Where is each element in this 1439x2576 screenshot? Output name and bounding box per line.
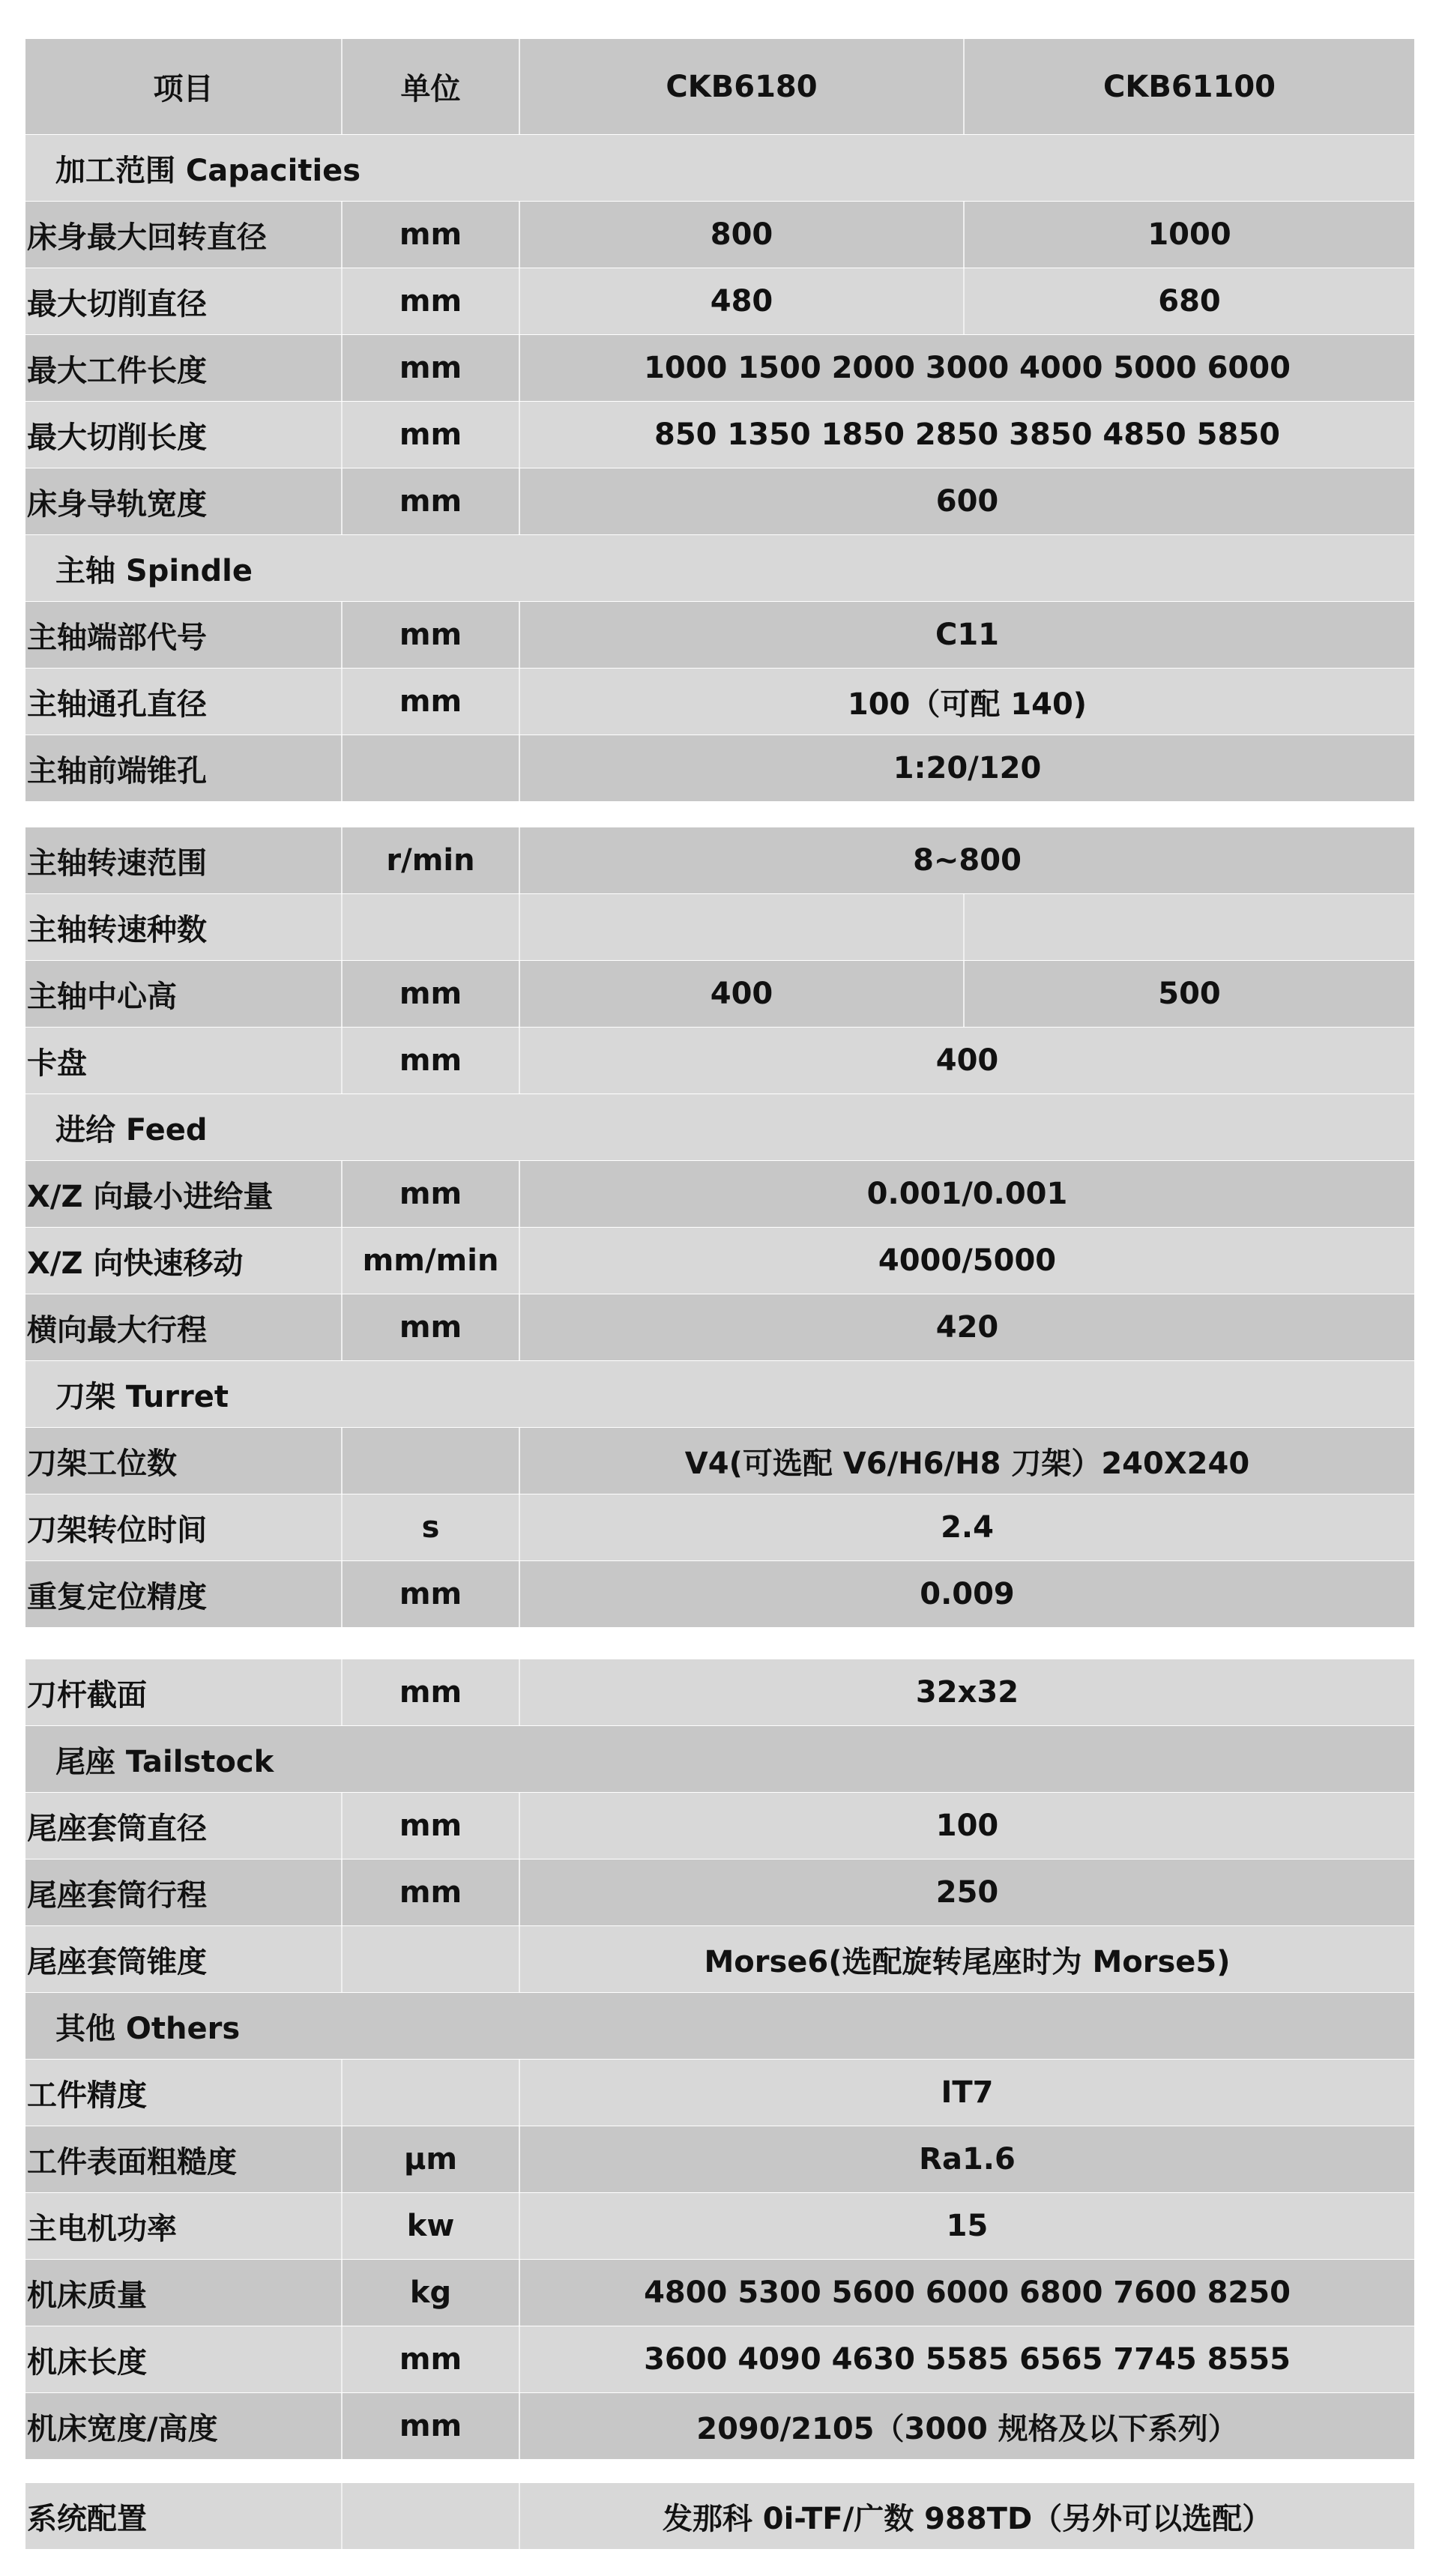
row-value: 420 — [935, 1310, 999, 1345]
row-value: 2.4 — [941, 1510, 994, 1545]
row-label: 主轴转速种数 — [25, 894, 343, 960]
row-value-2 — [965, 894, 1414, 960]
row-label: 机床宽度/高度 — [25, 2393, 343, 2459]
row-value-1 — [520, 894, 965, 960]
table-row — [25, 2126, 1414, 2193]
row-value: 600 — [935, 484, 999, 519]
row-value: Ra1.6 — [919, 2142, 1016, 2177]
header-model-1: CKB6180 — [520, 39, 965, 134]
row-label: 刀杆截面 — [25, 1659, 343, 1725]
row-label: X/Z 向最小进给量 — [25, 1161, 343, 1227]
row-value: 1:20/120 — [893, 751, 1042, 785]
row-unit: mm — [343, 1659, 520, 1725]
row-unit — [343, 2060, 520, 2126]
section-turret — [25, 1361, 1414, 1428]
table-row — [25, 2483, 1414, 2550]
row-unit: mm — [343, 1859, 520, 1925]
row-unit: mm — [343, 468, 520, 534]
row-value: 2090/2105（3000 规格及以下系列） — [696, 2411, 1238, 2446]
row-value: 4000/5000 — [878, 1243, 1057, 1278]
row-unit — [343, 894, 520, 960]
row-label: 刀架工位数 — [25, 1428, 343, 1494]
row-label: 系统配置 — [25, 2483, 343, 2549]
row-value-1: 480 — [520, 268, 965, 334]
row-value: 850 1350 1850 2850 3850 4850 5850 — [654, 417, 1281, 452]
table-row — [25, 2060, 1414, 2126]
table-row — [25, 402, 1414, 468]
row-unit: mm — [343, 1294, 520, 1360]
row-unit: kg — [343, 2260, 520, 2326]
table-row — [25, 1659, 1414, 1726]
row-value: 0.009 — [920, 1577, 1015, 1611]
table-row — [25, 335, 1414, 402]
section-title: 加工范围 Capacities — [55, 153, 361, 188]
section-others — [25, 1993, 1414, 2060]
row-label: 最大切削直径 — [25, 268, 343, 334]
row-unit: mm — [343, 2393, 520, 2459]
row-value: 3600 4090 4630 5585 6565 7745 8555 — [644, 2342, 1291, 2377]
row-label: 机床长度 — [25, 2326, 343, 2392]
table-row — [25, 2326, 1414, 2393]
row-label: 床身最大回转直径 — [25, 202, 343, 268]
table-row — [25, 2260, 1414, 2326]
row-label: 主轴通孔直径 — [25, 669, 343, 735]
row-unit: mm — [343, 335, 520, 401]
row-label: 床身导轨宽度 — [25, 468, 343, 534]
table-row — [25, 894, 1414, 961]
table-row — [25, 735, 1414, 802]
table-row — [25, 1161, 1414, 1228]
table-row — [25, 1228, 1414, 1294]
row-unit: mm — [343, 602, 520, 668]
row-unit — [343, 2483, 520, 2549]
row-unit: μm — [343, 2126, 520, 2192]
section-capacities — [25, 135, 1414, 202]
section-spindle — [25, 535, 1414, 602]
table-row — [25, 1859, 1414, 1926]
row-unit: mm — [343, 268, 520, 334]
row-label: 横向最大行程 — [25, 1294, 343, 1360]
row-label: 工件精度 — [25, 2060, 343, 2126]
row-label: 主轴端部代号 — [25, 602, 343, 668]
row-unit: r/min — [343, 827, 520, 893]
table-row — [25, 2193, 1414, 2260]
row-unit: mm — [343, 961, 520, 1027]
table-row — [25, 1494, 1414, 1561]
row-unit — [343, 735, 520, 801]
row-unit: mm — [343, 1161, 520, 1227]
row-value: 1000 1500 2000 3000 4000 5000 6000 — [644, 351, 1291, 385]
row-value: V4(可选配 V6/H6/H8 刀架）240X240 — [684, 1446, 1250, 1481]
section-tailstock — [25, 1726, 1414, 1793]
table-row — [25, 1294, 1414, 1361]
row-value: 发那科 0i-TF/广数 988TD（另外可以选配） — [662, 2501, 1273, 2536]
table-header — [25, 39, 1414, 135]
section-title: 其他 Others — [55, 2011, 241, 2046]
row-value: 250 — [935, 1875, 999, 1910]
row-value: IT7 — [941, 2075, 994, 2110]
row-label: 工件表面粗糙度 — [25, 2126, 343, 2192]
row-value-1: 400 — [520, 961, 965, 1027]
table-row — [25, 961, 1414, 1028]
table-row — [25, 827, 1414, 894]
row-value-2: 500 — [1158, 977, 1221, 1011]
row-label: 卡盘 — [25, 1028, 343, 1094]
row-label: 重复定位精度 — [25, 1561, 343, 1627]
table-row — [25, 202, 1414, 268]
row-value: 100（可配 140) — [847, 687, 1087, 722]
row-label: 尾座套筒锥度 — [25, 1926, 343, 1992]
row-value: 100 — [935, 1809, 999, 1843]
row-label: 最大切削长度 — [25, 402, 343, 468]
spec-table-part-1 — [25, 39, 1414, 802]
row-unit: mm — [343, 669, 520, 735]
table-row — [25, 1926, 1414, 1993]
row-unit — [343, 1428, 520, 1494]
section-title: 尾座 Tailstock — [55, 1744, 274, 1779]
section-title: 进给 Feed — [55, 1112, 208, 1147]
spec-table-part-3 — [25, 1659, 1414, 2460]
row-unit: kw — [343, 2193, 520, 2259]
table-row — [25, 1028, 1414, 1094]
row-label: 主电机功率 — [25, 2193, 343, 2259]
row-label: X/Z 向快速移动 — [25, 1228, 343, 1294]
section-feed — [25, 1094, 1414, 1161]
table-row — [25, 268, 1414, 335]
row-value-2: 1000 — [1147, 217, 1231, 252]
row-value: 32x32 — [915, 1675, 1019, 1710]
table-row — [25, 468, 1414, 535]
row-value: 8~800 — [913, 843, 1022, 878]
row-label: 机床质量 — [25, 2260, 343, 2326]
table-row — [25, 669, 1414, 735]
table-row — [25, 602, 1414, 669]
row-value: 400 — [935, 1043, 999, 1078]
header-unit: 单位 — [343, 39, 520, 134]
section-title: 主轴 Spindle — [55, 553, 253, 588]
row-label: 主轴前端锥孔 — [25, 735, 343, 801]
row-value-2: 680 — [1158, 284, 1221, 319]
spec-table-part-4 — [25, 2483, 1414, 2550]
row-value: 0.001/0.001 — [866, 1177, 1068, 1211]
row-unit — [343, 1926, 520, 1992]
row-unit: mm/min — [343, 1228, 520, 1294]
row-label: 最大工件长度 — [25, 335, 343, 401]
row-label: 尾座套筒行程 — [25, 1859, 343, 1925]
table-row — [25, 1793, 1414, 1859]
row-unit: s — [343, 1494, 520, 1560]
row-unit: mm — [343, 2326, 520, 2392]
row-label: 刀架转位时间 — [25, 1494, 343, 1560]
table-row — [25, 2393, 1414, 2460]
row-unit: mm — [343, 402, 520, 468]
spec-table-part-2 — [25, 827, 1414, 1628]
row-label: 主轴转速范围 — [25, 827, 343, 893]
header-model-2: CKB61100 — [1103, 69, 1276, 104]
header-item: 项目 — [25, 39, 343, 134]
row-label: 主轴中心高 — [25, 961, 343, 1027]
row-value: Morse6(选配旋转尾座时为 Morse5) — [704, 1944, 1231, 1979]
table-row — [25, 1428, 1414, 1494]
row-unit: mm — [343, 202, 520, 268]
row-unit: mm — [343, 1028, 520, 1094]
row-value: 15 — [946, 2209, 989, 2243]
row-value-1: 800 — [520, 202, 965, 268]
section-title: 刀架 Turret — [55, 1379, 229, 1414]
row-label: 尾座套筒直径 — [25, 1793, 343, 1859]
row-value: 4800 5300 5600 6000 6800 7600 8250 — [644, 2275, 1291, 2310]
row-unit: mm — [343, 1793, 520, 1859]
row-unit: mm — [343, 1561, 520, 1627]
table-row — [25, 1561, 1414, 1628]
row-value: C11 — [935, 618, 1000, 652]
